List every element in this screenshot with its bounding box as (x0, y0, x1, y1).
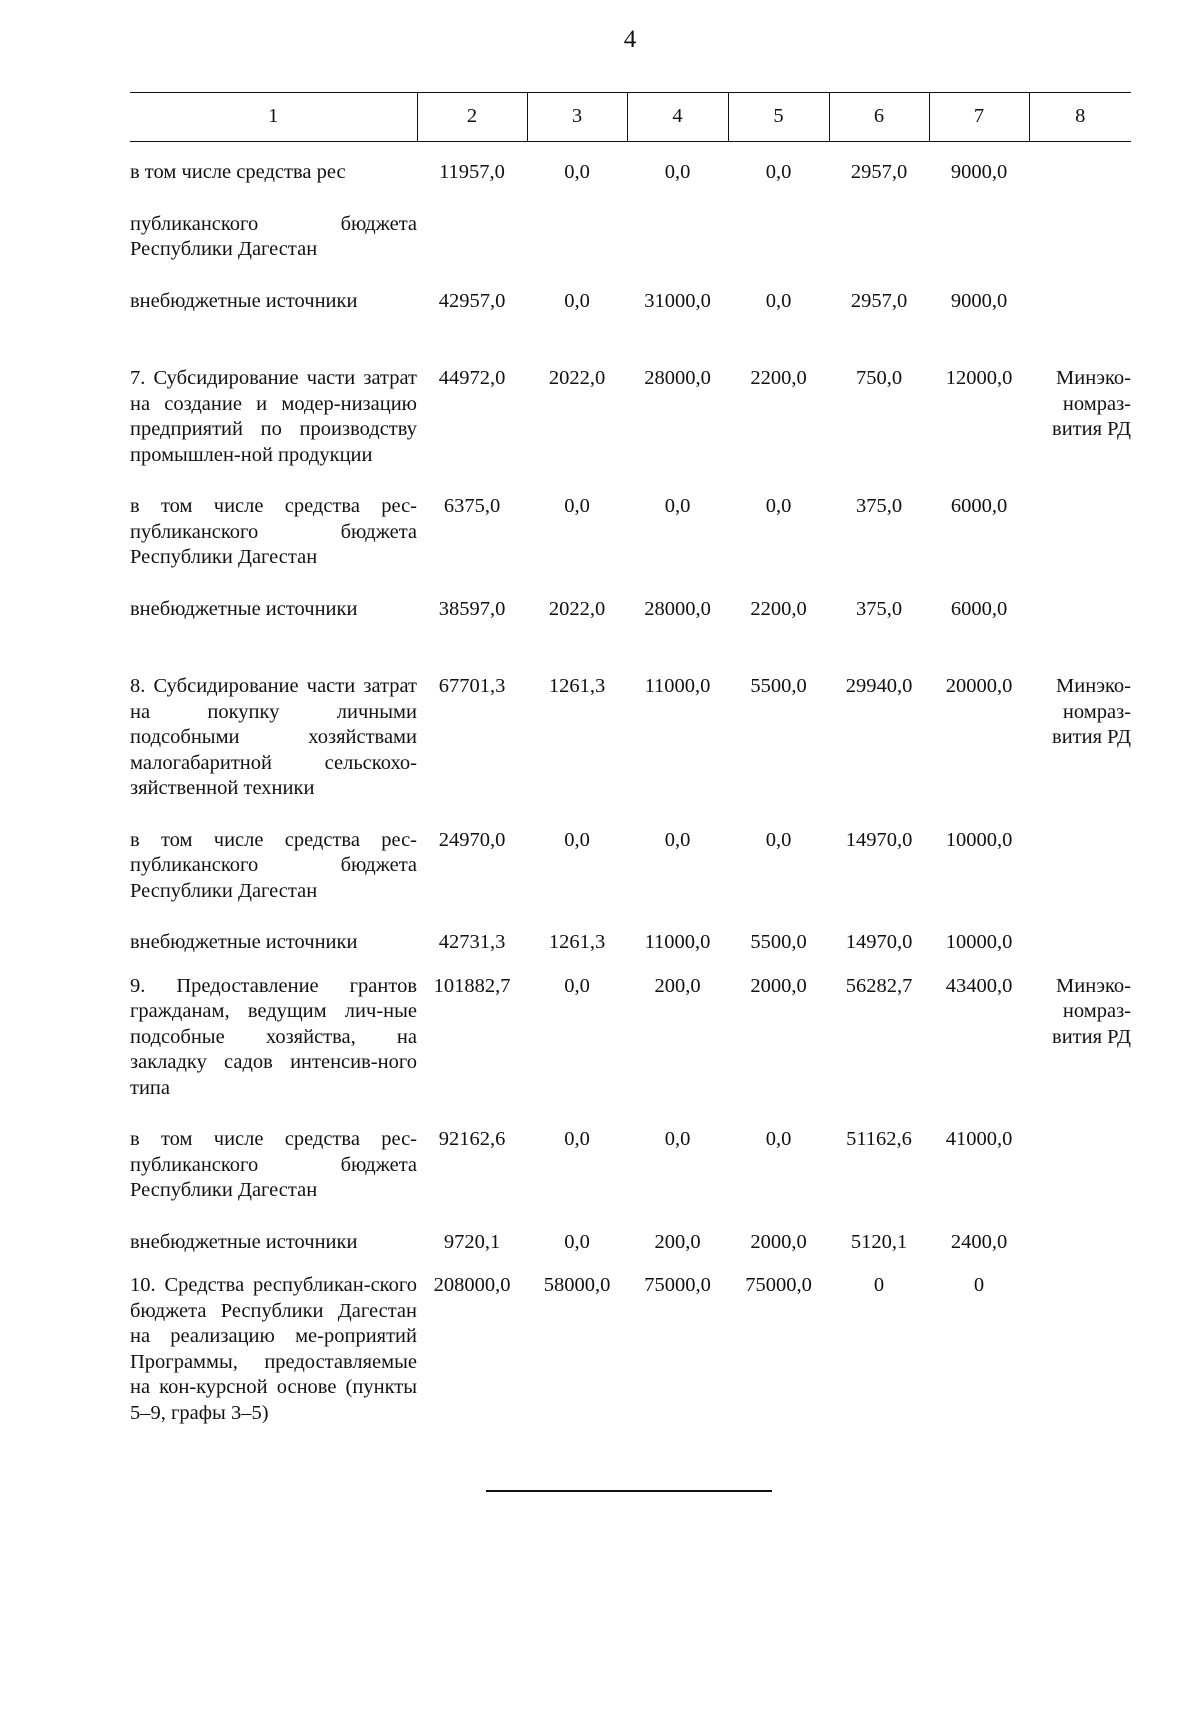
value-col-2: 101882,7 (433, 974, 511, 997)
value-col-3: 0,0 (564, 828, 590, 851)
value-col-6: 375,0 (855, 495, 903, 517)
value-col-6 (829, 212, 929, 263)
table-body (130, 142, 1131, 1427)
value-col-4: 11000,0 (644, 675, 711, 697)
column-header: 5 (728, 93, 829, 142)
row-description: в том числе средства рес-публиканского бюджета Республики Дагестан (130, 1128, 417, 1201)
responsible-body (1029, 597, 1131, 623)
table-row (130, 494, 1131, 571)
value-col-3: 2022,0 (548, 367, 606, 389)
value-col-3: 0,0 (564, 161, 590, 183)
value-col-5: 2200,0 (750, 597, 807, 620)
table-row (130, 974, 1131, 1102)
responsible-body (1029, 1127, 1131, 1204)
value-col-5: 75000,0 (745, 1274, 812, 1296)
value-col-6: 375,0 (855, 597, 903, 620)
row-description: в том числе средства рес-публиканского бюджета Республики Дагестан (130, 495, 417, 568)
responsible-body (1029, 494, 1131, 571)
value-col-4: 28000,0 (644, 367, 711, 389)
responsible-body (1029, 828, 1131, 905)
row-description: 8. Субсидирование части затрат на покупку личными подсобными хозяйствами малогабаритной сельскохо-зяйственной техники (130, 675, 417, 799)
value-col-7: 41000,0 (945, 1128, 1013, 1150)
value-col-7: 10000,0 (945, 828, 1013, 851)
value-col-3: 0,0 (564, 289, 590, 312)
closing-divider (486, 1490, 772, 1492)
value-col-5: 2000,0 (750, 974, 807, 997)
value-col-2: 42957,0 (438, 289, 506, 312)
row-description: 7. Субсидирование части затрат на создание и модер-низацию предприятий по производству промышлен-ной продукции (130, 367, 417, 466)
value-col-3: 58000,0 (543, 1274, 611, 1296)
value-col-4: 28000,0 (644, 597, 711, 620)
value-col-2 (417, 212, 527, 263)
value-col-6: 750,0 (855, 367, 903, 389)
row-description: публиканского бюджета Республики Дагестан (130, 212, 417, 260)
column-header: 8 (1029, 93, 1131, 142)
value-col-2: 67701,3 (438, 675, 506, 697)
value-col-2: 6375,0 (443, 495, 501, 517)
table-row (130, 289, 1131, 315)
row-description: внебюджетные источники (130, 289, 358, 312)
value-col-6: 29940,0 (845, 675, 913, 697)
value-col-2: 24970,0 (438, 828, 506, 851)
value-col-6: 2957,0 (850, 161, 908, 183)
value-col-7: 2400,0 (950, 1230, 1008, 1253)
row-description: внебюджетные источники (130, 1230, 358, 1253)
responsible-body: Минэко-номраз-вития РД (1052, 675, 1131, 748)
value-col-2: 92162,6 (438, 1128, 506, 1150)
value-col-5: 0,0 (765, 161, 792, 183)
value-col-3: 0,0 (564, 974, 590, 997)
table-row (130, 674, 1131, 802)
row-description: в том числе средства рес-публиканского бюджета Республики Дагестан (130, 828, 417, 902)
value-col-2: 44972,0 (438, 367, 506, 389)
table-row (130, 366, 1131, 468)
table-header (130, 93, 1131, 142)
column-header: 4 (627, 93, 728, 142)
value-col-3: 0,0 (564, 1128, 590, 1150)
value-col-7: 20000,0 (945, 675, 1013, 697)
value-col-6: 51162,6 (846, 1128, 912, 1150)
value-col-7: 10000,0 (945, 931, 1013, 953)
column-header: 2 (417, 93, 527, 142)
responsible-body (1029, 1273, 1131, 1426)
column-header: 7 (929, 93, 1029, 142)
value-col-7 (929, 212, 1029, 263)
value-col-6: 2957,0 (850, 289, 908, 312)
value-col-7: 9000,0 (950, 161, 1008, 183)
value-col-4: 0,0 (664, 1128, 691, 1150)
value-col-7: 6000,0 (950, 597, 1008, 620)
value-col-5 (728, 212, 829, 263)
value-col-7: 9000,0 (950, 289, 1008, 312)
value-col-4: 200,0 (654, 974, 701, 997)
responsible-body (1029, 212, 1131, 263)
value-col-2: 11957,0 (439, 161, 505, 183)
table-row (130, 160, 1131, 186)
value-col-4: 0,0 (664, 161, 691, 183)
column-header: 6 (829, 93, 929, 142)
value-col-3: 0,0 (564, 1230, 590, 1253)
value-col-2: 9720,1 (443, 1230, 501, 1253)
value-col-5: 0,0 (765, 495, 792, 517)
table-row (130, 828, 1131, 905)
value-col-2: 42731,3 (438, 931, 506, 953)
value-col-4: 200,0 (654, 1230, 701, 1253)
value-col-3: 1261,3 (548, 675, 606, 697)
row-description: внебюджетные источники (130, 597, 358, 620)
value-col-3: 2022,0 (548, 597, 606, 620)
value-col-7: 6000,0 (950, 495, 1008, 517)
value-col-2: 38597,0 (438, 597, 506, 620)
value-col-5: 5500,0 (750, 931, 807, 953)
responsible-body: Минэко-номраз-вития РД (1052, 367, 1131, 440)
page-number: 4 (623, 26, 637, 53)
value-col-7: 43400,0 (945, 974, 1013, 997)
responsible-body (1029, 289, 1131, 315)
row-description: 9. Предоставление грантов гражданам, ведущим лич-ные подсобные хозяйства, на закладку садов интенсив-ного типа (130, 974, 417, 1099)
budget-table (130, 92, 1131, 1426)
value-col-2: 208000,0 (433, 1274, 511, 1296)
value-col-6: 56282,7 (845, 974, 913, 997)
table-row (130, 1127, 1131, 1204)
row-description: внебюджетные источники (130, 931, 358, 953)
responsible-body (1029, 930, 1131, 956)
value-col-4: 11000,0 (644, 931, 711, 953)
value-col-3: 0,0 (564, 495, 590, 517)
value-col-7: 0 (973, 1274, 985, 1296)
row-description: в том числе средства рес (130, 161, 346, 183)
value-col-6: 5120,1 (850, 1230, 908, 1253)
responsible-body: Минэко-номраз-вития РД (1052, 974, 1131, 1048)
value-col-6: 14970,0 (845, 828, 913, 851)
value-col-5: 0,0 (765, 828, 792, 851)
value-col-3 (527, 212, 627, 263)
value-col-6: 14970,0 (845, 931, 913, 953)
value-col-7: 12000,0 (945, 367, 1013, 389)
value-col-3: 1261,3 (548, 931, 606, 953)
row-description: 10. Средства республикан-ского бюджета Республики Дагестан на реализацию ме-роприятий Программы, предоставляемые на кон-курсной основе (пункты 5–9, графы 3–5) (130, 1274, 417, 1424)
value-col-4: 75000,0 (644, 1274, 711, 1296)
value-col-5: 2000,0 (750, 1230, 807, 1253)
value-col-6: 0 (873, 1274, 885, 1296)
value-col-4: 0,0 (664, 495, 691, 517)
value-col-5: 2200,0 (750, 367, 807, 389)
value-col-5: 5500,0 (750, 675, 807, 697)
responsible-body (1029, 160, 1131, 186)
table-row (130, 597, 1131, 623)
table-row (130, 212, 1131, 263)
table-row (130, 1230, 1131, 1256)
column-header: 3 (527, 93, 627, 142)
value-col-4 (627, 212, 728, 263)
value-col-5: 0,0 (765, 289, 792, 312)
value-col-4: 0,0 (664, 828, 691, 851)
value-col-5: 0,0 (765, 1128, 792, 1150)
table-row (130, 1273, 1131, 1426)
table-row (130, 930, 1131, 956)
responsible-body (1029, 1230, 1131, 1256)
value-col-4: 31000,0 (644, 289, 711, 312)
column-header: 1 (130, 93, 417, 142)
